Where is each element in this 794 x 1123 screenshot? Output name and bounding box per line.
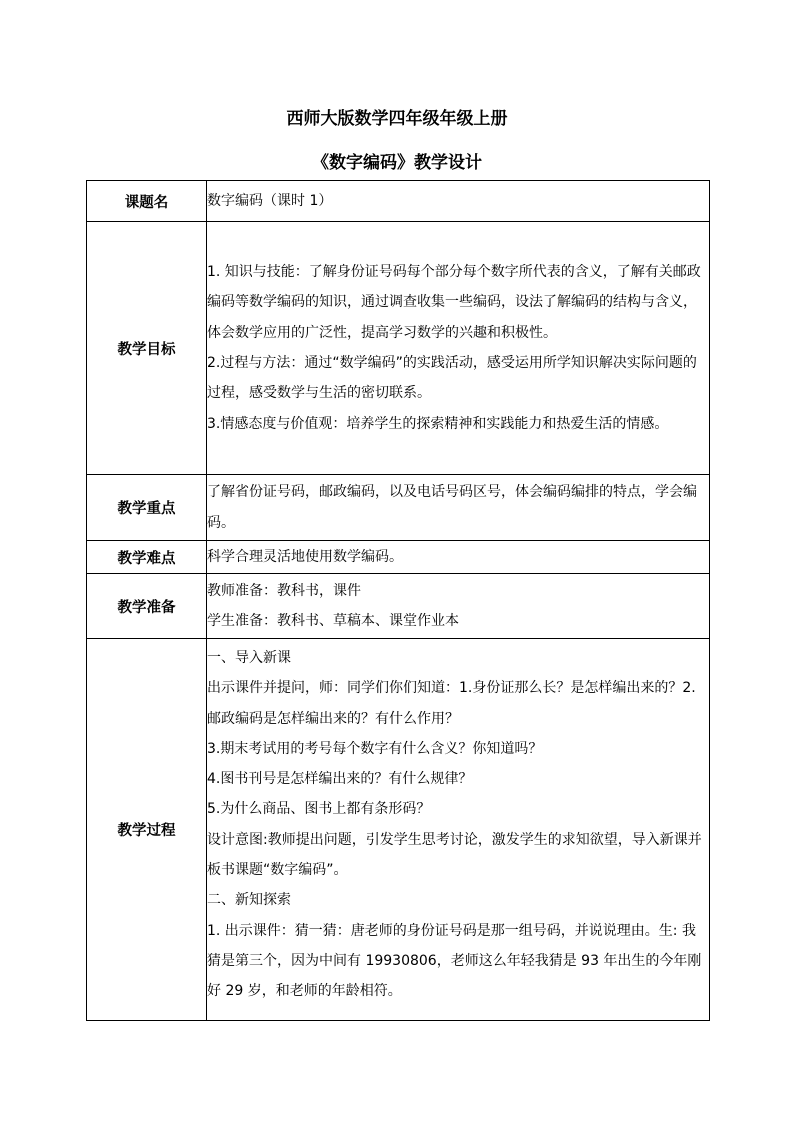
table-row	[87, 541, 710, 574]
table-row	[87, 475, 710, 541]
content-line: 学生准备：教科书、草稿本、课堂作业本	[207, 613, 459, 629]
content-line: 1. 知识与技能：了解身份证号码每个部分每个数字所代表的含义，了解有关邮政编码等数学编码的知识，通过调查收集一些编码，设法了解编码的结构与含义，体会数学应用的广泛性，提高学习数学的兴趣和积极性。	[207, 264, 701, 341]
content-line: 3.期末考试用的考号每个数字有什么含义？你知道吗？	[207, 740, 543, 757]
content-line: 数字编码（课时 1）	[207, 193, 333, 209]
row-content-objectives	[207, 222, 710, 475]
row-content-preparation	[207, 574, 710, 639]
row-content-key-points	[207, 475, 710, 541]
content-line: 出示课件并提问，师：同学们你们知道：1.身份证那么长？是怎样编出来的？2.邮政编码是怎样编出来的？有什么作用？	[207, 680, 696, 727]
content-line: 4.图书刊号是怎样编出来的？有什么规律？	[207, 771, 473, 788]
row-content-process	[207, 639, 710, 1021]
content-line: 1. 出示课件：猜一猜：唐老师的身份证号码是那一组号码，并说说理由。生: 我猜是第三个，因为中间有 19930806，老师这么年轻我猜是 93 年出生的今年刚好 29 岁，和老师的年龄相符。	[207, 922, 702, 1000]
content-line: 3.情感态度与价值观：培养学生的探索精神和实践能力和热爱生活的情感。	[207, 415, 669, 432]
row-label-objectives: 教学目标	[87, 222, 207, 475]
row-content-topic	[207, 181, 710, 222]
row-label-preparation: 教学准备	[87, 574, 207, 639]
row-label-difficulties: 教学难点	[87, 541, 207, 574]
content-line: 教师准备：教科书，课件	[207, 582, 361, 599]
document-subtitle: 《数字编码》教学设计	[312, 153, 482, 173]
content-line: 一、导入新课	[207, 650, 291, 666]
content-line: 2.过程与方法：通过“数学编码”的实践活动，感受运用所学知识解决实际问题的过程，感受数学与生活的密切联系。	[207, 355, 697, 402]
table-row	[87, 639, 710, 1021]
row-label-key-points: 教学重点	[87, 475, 207, 541]
row-label-process: 教学过程	[87, 639, 207, 1021]
content-line: 了解省份证号码，邮政编码，以及电话号码区号，体会编码编排的特点，学会编码。	[207, 484, 697, 531]
content-line: 科学合理灵活地使用数学编码。	[207, 549, 403, 565]
content-line: 设计意图:教师提出问题，引发学生思考讨论，激发学生的求知欲望，导入新课并板书课题“数字编码”。	[207, 831, 702, 879]
content-line: 二、新知探索	[207, 892, 291, 909]
row-content-difficulties	[207, 541, 710, 574]
lesson-plan-table	[86, 180, 710, 1021]
table-row	[87, 222, 710, 475]
table-row	[87, 574, 710, 639]
document-title: 西师大版数学四年级年级上册	[286, 109, 508, 129]
content-line: 5.为什么商品、图书上都有条形码？	[207, 801, 431, 818]
row-label-topic: 课题名	[87, 181, 207, 222]
table-row	[87, 181, 710, 222]
